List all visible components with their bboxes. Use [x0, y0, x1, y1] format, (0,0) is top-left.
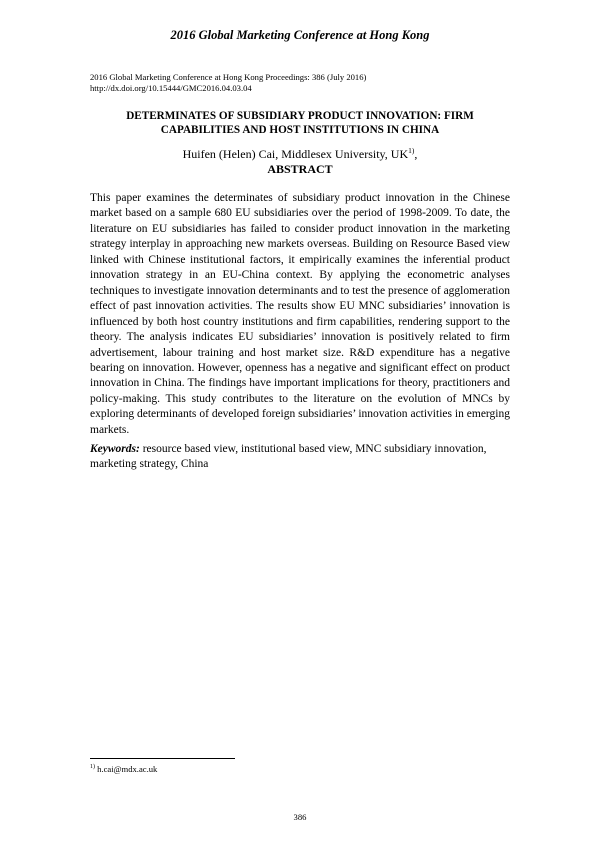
abstract-body: This paper examines the determinates of subsidiary product innovation in the Chinese market based on a sample 680 EU subsidiaries over the period of 1998-2009. To date, the literature on EU subsidiaries has failed to consider product innovation in the marketing strategy interplay in approaching new markets overseas. Building on Resource Based view linked with Chinese institutional factors, it empirically examines the inferential product innovation strategy in an EU-China context. By applying the econometric analyses techniques to investigate innovation determinants and to test the presence of agglomeration effect of past innovation activities. The results show EU MNC subsidiaries’ innovation is influenced by both host country institutions and firm capabilities, rendering support to the theory. The analysis indicates EU subsidiaries’ innovation is positively related to firm advertisement, labour training and host market size. R&D expenditure has a negative bearing on innovation. However, openness has a negative and significant effect on product innovation in China. The findings have important implications for theory, practitioners and policy-making. This study contributes to the literature on the evolution of MNCs by exploring determinants of developed foreign subsidiaries’ innovation activities in emerging markets.: [90, 192, 510, 436]
author-name: Huifen (Helen) Cai, Middlesex University, UK: [182, 147, 409, 161]
keywords-label: Keywords:: [90, 443, 140, 455]
publication-meta: [90, 72, 366, 94]
paper-title: [90, 109, 510, 137]
doi-line: http://dx.doi.org/10.15444/GMC2016.04.03.04: [90, 83, 252, 93]
abstract-heading: ABSTRACT: [267, 162, 333, 176]
keywords-text: resource based view, institutional based view, MNC subsidiary innovation, marketing strategy, China: [90, 443, 487, 471]
running-header: 2016 Global Marketing Conference at Hong Kong: [170, 28, 430, 42]
footnote: [90, 764, 157, 775]
author-line: [90, 147, 510, 162]
proceedings-line: 2016 Global Marketing Conference at Hong Kong Proceedings: 386 (July 2016): [90, 72, 367, 82]
author-trailing: ,: [414, 147, 418, 161]
footnote-mark: 1): [90, 764, 95, 771]
footnote-divider: [90, 758, 235, 759]
author-footnote-mark: 1): [408, 146, 415, 155]
page-number: 386: [293, 812, 307, 822]
keywords: [90, 442, 510, 473]
title-line-1: DETERMINATES OF SUBSIDIARY PRODUCT INNOVATION: FIRM: [126, 110, 474, 122]
title-line-2: CAPABILITIES AND HOST INSTITUTIONS IN CHINA: [160, 124, 440, 136]
footnote-email: h.cai@mdx.ac.uk: [95, 764, 158, 774]
